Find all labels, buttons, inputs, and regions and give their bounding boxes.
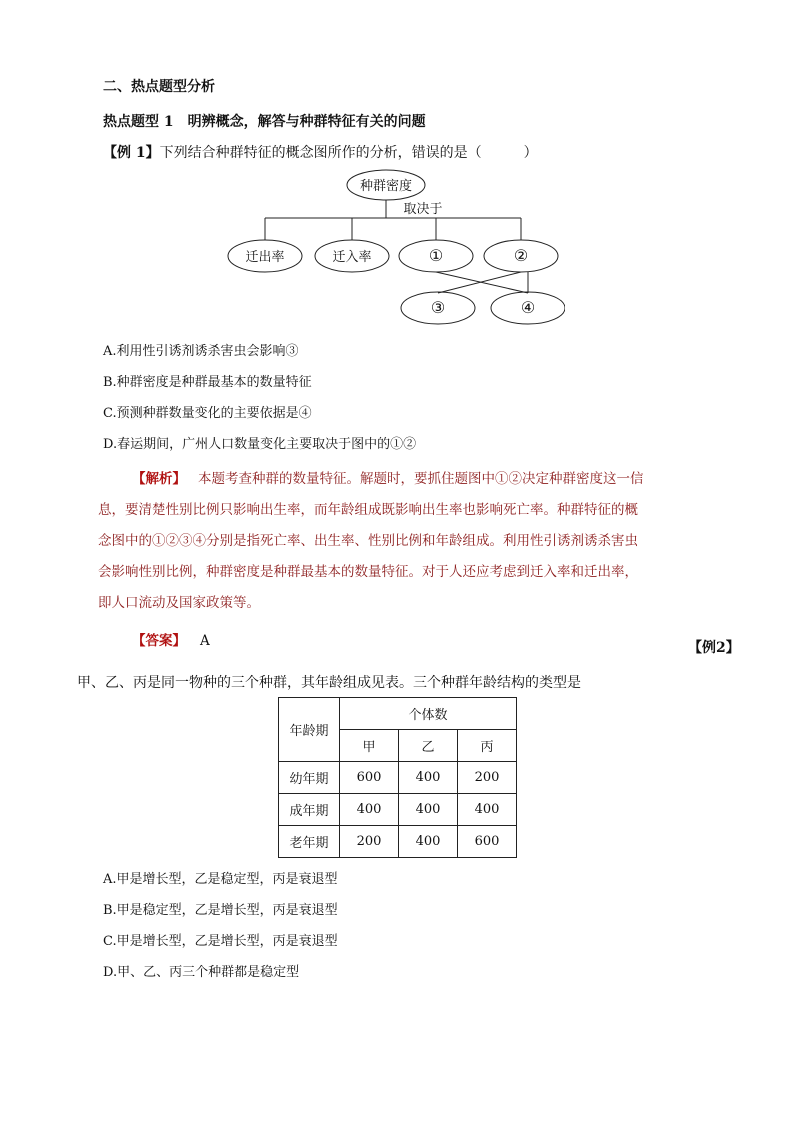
table-row: 幼年期 600 400 200 xyxy=(279,762,517,794)
table-row: 成年期 400 400 400 xyxy=(279,794,517,826)
table-row-header: 年龄期 xyxy=(279,698,340,762)
example2-option-b: B.甲是稳定型，乙是增长型，丙是衰退型 xyxy=(103,903,338,918)
diagram-label-2: ② xyxy=(513,246,529,265)
diagram-top-label: 种群密度 xyxy=(359,179,413,194)
section-title: 二、热点题型分析 xyxy=(103,79,215,95)
diagram-label-emigration: 迁出率 xyxy=(245,250,285,265)
example1-question-text: 下列结合种群特征的概念图所作的分析，错误的是（ ） xyxy=(159,145,538,161)
analysis-label: 【解析】 xyxy=(132,471,186,487)
analysis-line-2: 息，要清楚性别比例只影响出生率，而年龄组成既影响出生率也影响死亡率。种群特征的概 xyxy=(98,502,638,518)
table-col-bing: 丙 xyxy=(458,730,517,762)
diagram-label-3: ③ xyxy=(430,298,446,317)
concept-diagram xyxy=(225,166,565,328)
diagram-label-4: ④ xyxy=(520,298,536,317)
example1-option-b: B.种群密度是种群最基本的数量特征 xyxy=(103,375,312,390)
topic-title: 热点题型 1 明辨概念，解答与种群特征有关的问题 xyxy=(103,114,426,130)
example1-label: 【例 1】 xyxy=(103,145,160,161)
example2-question: 甲、乙、丙是同一物种的三个种群，其年龄组成见表。三个种群年龄结构的类型是 xyxy=(77,675,581,691)
example1-option-a: A.利用性引诱剂诱杀害虫会影响③ xyxy=(103,344,299,359)
example2-option-d: D.甲、乙、丙三个种群都是稳定型 xyxy=(103,965,300,980)
analysis-line-5: 即人口流动及国家政策等。 xyxy=(98,595,260,611)
answer-value: A xyxy=(200,633,210,649)
diagram-label-1: ① xyxy=(428,246,444,265)
answer-label: 【答案】 xyxy=(132,633,186,649)
example2-label: 【例2】 xyxy=(688,640,740,656)
diagram-edge-label: 取决于 xyxy=(403,202,443,217)
example1-option-d: D.春运期间，广州人口数量变化主要取决于图中的①② xyxy=(103,437,417,452)
diagram-label-immigration: 迁入率 xyxy=(332,250,372,265)
analysis-line-3: 念图中的①②③④分别是指死亡率、出生率、性别比例和年龄组成。利用性引诱剂诱杀害虫 xyxy=(98,533,638,549)
analysis-line-1: 【解析】 本题考查种群的数量特征。解题时，要抓住题图中①②决定种群密度这一信 xyxy=(132,471,644,487)
age-structure-table xyxy=(278,697,517,858)
example1-question xyxy=(103,142,538,162)
table-col-yi: 乙 xyxy=(399,730,458,762)
example1-option-c: C.预测种群数量变化的主要依据是④ xyxy=(103,406,312,421)
analysis-block xyxy=(98,464,658,619)
table-col-jia: 甲 xyxy=(340,730,399,762)
analysis-line-4: 会影响性别比例，种群密度是种群最基本的数量特征。对于人还应考虑到迁入率和迁出率， xyxy=(98,564,638,580)
answer-row xyxy=(132,629,210,649)
example2-option-a: A.甲是增长型，乙是稳定型，丙是衰退型 xyxy=(103,872,338,887)
table-row: 老年期 200 400 600 xyxy=(279,826,517,858)
example2-option-c: C.甲是增长型，乙是增长型，丙是衰退型 xyxy=(103,934,338,949)
table-group-header: 个体数 xyxy=(340,698,517,730)
